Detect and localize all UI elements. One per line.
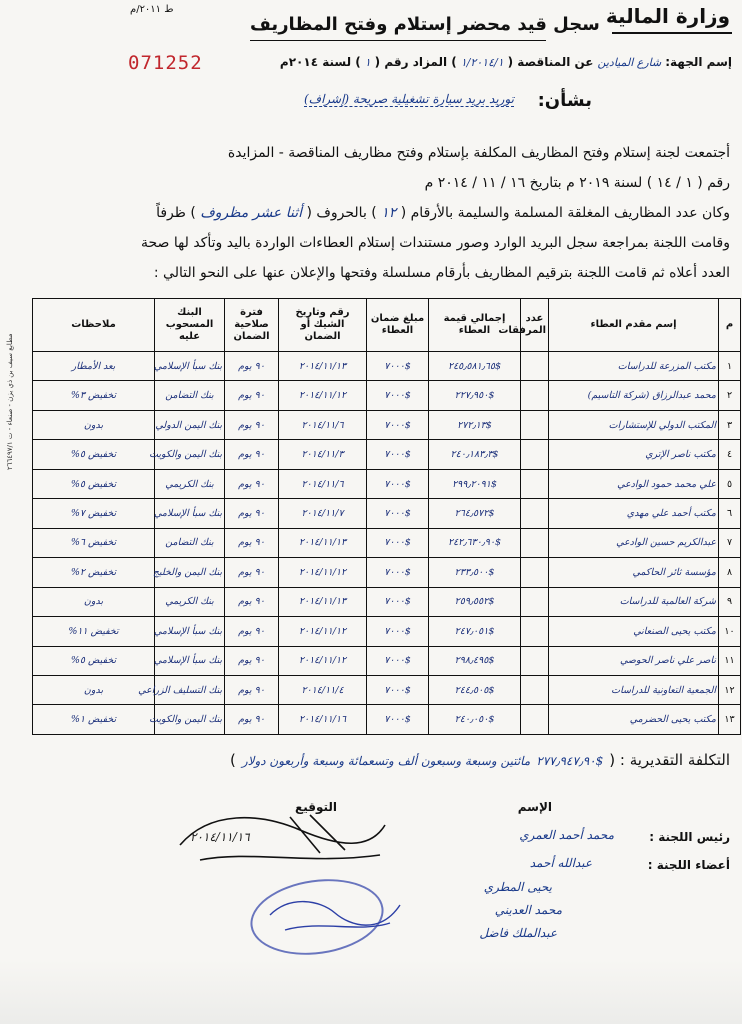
bid-total: $٢٦٤٫٥٧٢ [429,499,521,528]
bank-name: بنك اليمن الدولي [155,410,225,439]
guarantee-amount: $٧٠٠٠ [367,381,429,410]
guarantee-validity: ٩٠ يوم [225,469,279,498]
auction-label: ) المزاد رقم ( [374,55,457,69]
tender-label: عن المناقصة ( [507,55,594,69]
bid-notes: بدون [33,410,155,439]
cheque-date: ٢٠١٤/١١/١٢ [279,617,367,646]
signature-date: ٢٠١٤/١١/١٦ [190,830,250,844]
bid-notes: تخفيض ٥% [33,469,155,498]
attachments-count [521,469,549,498]
guarantee-validity: ٩٠ يوم [225,528,279,557]
guarantee-amount: $٧٠٠٠ [367,675,429,704]
attachments-count [521,675,549,704]
col-header-cheque: رقم وتاريخ الشيك أو الضمان [279,299,367,352]
row-index: ١٠ [719,617,741,646]
guarantee-validity: ٩٠ يوم [225,381,279,410]
subject-value: توريد بريد سيارة تشغيلية صريحة (إشراف) [303,92,514,106]
body-line-3 [10,202,730,224]
subject-label: بشأن: [537,90,592,111]
row-index: ٨ [719,558,741,587]
bid-total: $٢٥٩٫٥٥٢ [429,587,521,616]
guarantee-validity: ٩٠ يوم [225,617,279,646]
guarantee-validity: ٩٠ يوم [225,410,279,439]
row-index: ١ [719,352,741,381]
member-name-2: يحيى المطري [483,880,552,894]
guarantee-amount: $٧٠٠٠ [367,705,429,735]
bank-name: بنك التسليف الزراعي [155,675,225,704]
cheque-date: ٢٠١٤/١١/١٢ [279,558,367,587]
bank-name: بنك سبأ الإسلامي [155,352,225,381]
bidder-name: ناصر علي ناصر الحوصي [549,646,719,675]
attachments-count [521,381,549,410]
cheque-date: ٢٠١٤/١١/١٣ [279,587,367,616]
form-code: ط ٢٠١١/م [130,4,174,15]
table-row [33,528,741,557]
cost-value: $٢٧٧٫٩٤٧٫٩٠ [536,754,604,768]
attachments-count [521,617,549,646]
bid-notes: تخفيض ٥% [33,646,155,675]
attachments-count [521,587,549,616]
guarantee-validity: ٩٠ يوم [225,558,279,587]
col-header-index: م [719,299,741,352]
table-row [33,646,741,675]
cost-words: مائتين وسبعة وسبعون ألف وتسعمائة وسبعة وأربعون دولار [241,754,531,768]
bid-notes: تخفيض ٦% [33,528,155,557]
guarantee-amount: $٧٠٠٠ [367,617,429,646]
bid-total: $٢٩٨٫٤٩٥ [429,646,521,675]
table-row [33,410,741,439]
envelopes-suffix: ) ظرفاً [156,205,196,221]
member-signature-scribble [260,885,410,945]
printer-margin-note: مطابع سيف بن ذي يزن - صنعاء - ت ٢٦٦٤٩٧/١ [6,333,14,470]
tender-info-line [280,55,732,69]
attachments-count [521,440,549,469]
table-row [33,587,741,616]
bid-notes: تخفيض ٥% [33,440,155,469]
chair-name: محمد أحمد العمري [519,828,614,842]
bid-total: $٢٧٢٫١٣ [429,410,521,439]
bid-total: $٢٩٩٫٢٠٩١ [429,469,521,498]
cost-label: التكلفة التقديرية : ( [609,751,730,769]
row-index: ٩ [719,587,741,616]
bid-total: $٢٤٠٫٠٥٠ [429,705,521,735]
estimated-cost-line [230,751,730,769]
guarantee-amount: $٧٠٠٠ [367,440,429,469]
attachments-count [521,410,549,439]
cost-close: ) [229,751,236,769]
cheque-date: ٢٠١٤/١١/٣ [279,440,367,469]
entity-label: إسم الجهة: [665,55,732,69]
bid-total: $٢٣٣٫٥٠٠ [429,558,521,587]
col-header-validity: فترة صلاحية الضمان [225,299,279,352]
envelopes-words-label: ) بالحروف ( [306,205,377,221]
bid-notes: تخفيض ١% [33,705,155,735]
cheque-date: ٢٠١٤/١١/١٣ [279,352,367,381]
bids-table-body [33,352,741,735]
table-row [33,705,741,735]
table-row [33,469,741,498]
bank-name: بنك اليمن والخليج [155,558,225,587]
bidder-name: محمد عبدالرزاق (شركة التاسيم) [549,381,719,410]
cheque-date: ٢٠١٤/١١/١٣ [279,528,367,557]
members-label: أعضاء اللجنة : [647,858,730,872]
attachments-count [521,352,549,381]
serial-number: 071252 [128,52,203,74]
cheque-date: ٢٠١٤/١١/١٢ [279,381,367,410]
attachments-count [521,528,549,557]
year-label: ) لسنة ٢٠١٤م [279,55,361,69]
bid-total: $٢٤٢٫٦٣٠٫٩٠ [429,528,521,557]
guarantee-validity: ٩٠ يوم [225,440,279,469]
row-index: ٢ [719,381,741,410]
bank-name: بنك الكريمي [155,587,225,616]
guarantee-validity: ٩٠ يوم [225,499,279,528]
bid-notes: بعد الأمطار [33,352,155,381]
body-line-2: رقم ( ١ / ١٤ ) لسنة ٢٠١٩ م بتاريخ ١٦ / ١١ / ٢٠١٤ م [424,175,730,191]
bidder-name: عبدالكريم حسين الوادعي [549,528,719,557]
table-row [33,617,741,646]
bank-name: بنك اليمن والكويت [155,440,225,469]
guarantee-amount: $٧٠٠٠ [367,352,429,381]
envelopes-count-digits: ١٢ [381,205,397,221]
attachments-count [521,499,549,528]
cheque-date: ٢٠١٤/١١/٤ [279,675,367,704]
bid-notes: بدون [33,587,155,616]
envelopes-count-label: وكان عدد المظاريف المغلقة المسلمة والسليمة بالأرقام ( [400,205,730,221]
bidder-name: مؤسسة ثائر الحاكمي [549,558,719,587]
row-index: ٥ [719,469,741,498]
cheque-date: ٢٠١٤/١١/٦ [279,410,367,439]
guarantee-amount: $٧٠٠٠ [367,558,429,587]
name-column-header: الإسم [517,800,552,814]
bank-name: بنك اليمن والكويت [155,705,225,735]
row-index: ٦ [719,499,741,528]
guarantee-amount: $٧٠٠٠ [367,587,429,616]
bank-name: بنك سبأ الإسلامي [155,617,225,646]
page-bottom-fold [0,960,742,1024]
guarantee-validity: ٩٠ يوم [225,587,279,616]
guarantee-validity: ٩٠ يوم [225,675,279,704]
guarantee-validity: ٩٠ يوم [225,705,279,735]
guarantee-amount: $٧٠٠٠ [367,410,429,439]
bid-total: $٢٤٥٫٥٨١٫٦٥ [429,352,521,381]
bidder-name: شركة العالمية للدراسات [549,587,719,616]
col-header-notes: ملاحظات [33,299,155,352]
row-index: ١١ [719,646,741,675]
attachments-count [521,705,549,735]
bid-notes: تخفيض ٢% [33,558,155,587]
bid-notes: بدون [33,675,155,704]
body-line-5: العدد أعلاه ثم قامت اللجنة بترقيم المظاريف بأرقام مسلسلة وفتحها والإعلان عنها على النحو التالي : [153,265,730,281]
guarantee-amount: $٧٠٠٠ [367,499,429,528]
tender-value: ١/٢٠١٤/١ [460,56,504,69]
cheque-date: ٢٠١٤/١١/١٢ [279,646,367,675]
member-name-3: محمد العديني [494,903,562,917]
bid-notes: تخفيض ٣% [33,381,155,410]
bid-total: $٢٤٧٫٠٥١ [429,617,521,646]
col-header-total: إجمالي قيمة العطاء [429,299,521,352]
bidder-name: مكتب يحيى الحضرمي [549,705,719,735]
cheque-date: ٢٠١٤/١١/٧ [279,499,367,528]
bank-name: بنك التضامن [155,528,225,557]
body-line-1: أجتمعت لجنة إستلام وفتح المظاريف المكلفة بإستلام وفتح مظاريف المناقصة - المزايدة [227,145,730,161]
guarantee-validity: ٩٠ يوم [225,646,279,675]
member-name-1: عبدالله أحمد [529,856,592,870]
cheque-date: ٢٠١٤/١١/٦ [279,469,367,498]
bidder-name: مكتب المزرعة للدراسات [549,352,719,381]
bank-name: بنك سبأ الإسلامي [155,499,225,528]
envelopes-count-words: أثنا عشر مظروف [200,205,303,221]
signature-column-header: التوقيع [295,800,337,814]
attachments-count [521,558,549,587]
ministry-underline [612,32,732,34]
member-name-4: عبدالملك فاضل [479,926,557,940]
bidder-name: مكتب أحمد علي مهدي [549,499,719,528]
bid-notes: تخفيض ١١% [33,617,155,646]
auction-value: ١ [364,56,371,69]
title-underline [250,40,546,41]
guarantee-validity: ٩٠ يوم [225,352,279,381]
table-row [33,381,741,410]
table-row [33,440,741,469]
table-header-row [33,299,741,352]
table-row [33,558,741,587]
col-header-bank: البنك المسحوب عليه [155,299,225,352]
attachments-count [521,646,549,675]
table-row [33,499,741,528]
document-title: سجل قيد محضر إستلام وفتح المظاريف [250,14,600,35]
cheque-date: ٢٠١٤/١١/١٦ [279,705,367,735]
guarantee-amount: $٧٠٠٠ [367,646,429,675]
bidder-name: مكتب يحيى الصنعاني [549,617,719,646]
col-header-guarantee: مبلغ ضمان العطاء [367,299,429,352]
bid-total: $٢٢٧٫٩٥٠ [429,381,521,410]
bidder-name: الجمعية التعاونية للدراسات [549,675,719,704]
bid-notes: تخفيض ٧% [33,499,155,528]
entity-value: شارع الميادين [597,56,662,69]
bidder-name: علي محمد حمود الوادعي [549,469,719,498]
bids-table [32,298,741,735]
table-row [33,675,741,704]
bank-name: بنك الكريمي [155,469,225,498]
body-line-4: وقامت اللجنة بمراجعة سجل البريد الوارد وصور مستندات إستلام العطاءات الواردة باليد وتأكد لها صحة [141,235,730,251]
chair-label: رئيس اللجنة : [649,830,730,844]
col-header-attachments: عدد المرفقات [521,299,549,352]
bids-table-wrapper [33,298,741,735]
bid-total: $٢٤٤٫٥٠٥ [429,675,521,704]
bid-total: $٢٤٠٫١٨٣٫٣ [429,440,521,469]
ministry-name: وزارة المالية [605,4,730,28]
col-header-bidder: إسم مقدم العطاء [549,299,719,352]
chair-signature-scribble [170,805,400,875]
row-index: ٣ [719,410,741,439]
guarantee-amount: $٧٠٠٠ [367,528,429,557]
table-row [33,352,741,381]
bank-name: بنك التضامن [155,381,225,410]
row-index: ٤ [719,440,741,469]
guarantee-amount: $٧٠٠٠ [367,469,429,498]
row-index: ١٢ [719,675,741,704]
bidder-name: المكتب الدولي للإستشارات [549,410,719,439]
bank-name: بنك سبأ الإسلامي [155,646,225,675]
row-index: ١٣ [719,705,741,735]
bidder-name: مكتب ناصر الإتري [549,440,719,469]
row-index: ٧ [719,528,741,557]
